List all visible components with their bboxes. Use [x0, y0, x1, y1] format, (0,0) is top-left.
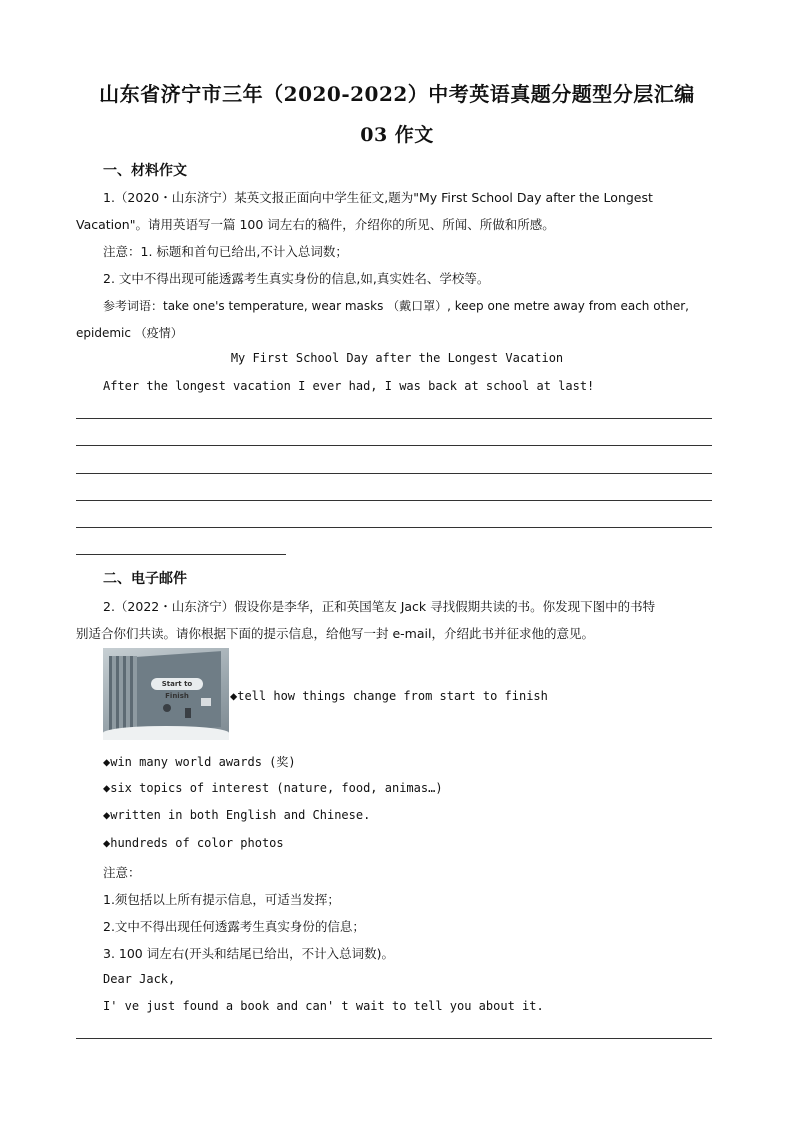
answer-line[interactable]: [76, 500, 712, 501]
bullet-item: ◆hundreds of color photos: [103, 836, 284, 850]
bullet-item: ◆tell how things change from start to finish: [230, 689, 548, 703]
email-greeting: Dear Jack,: [103, 972, 176, 986]
q1-note2: 2. 文中不得出现可能透露考生真实身份的信息,如,真实姓名、学校等。: [103, 271, 490, 286]
notes-heading: 注意：: [103, 865, 141, 880]
section2-heading: 二、电子邮件: [103, 571, 187, 587]
q1-prompt-line2: Vacation"。请用英语写一篇 100 词左右的稿件，介绍你的所见、所闻、所做和所感。: [76, 217, 555, 232]
q2-prompt-line2: 别适合你们共读。请你根据下面的提示信息，给他写一封 e-mail，介绍此书并征求他的意见。: [76, 626, 594, 641]
note-item: 3. 100 词左右(开头和结尾已给出，不计入总词数)。: [103, 946, 394, 961]
answer-line[interactable]: [76, 473, 712, 474]
answer-line[interactable]: [76, 1038, 712, 1039]
note-item: 1.须包括以上所有提示信息，可适当发挥；: [103, 892, 340, 907]
q1-prompt-line1: 1.（2020・山东济宁）某英文报正面向中学生征文,题为"My First School Day after the Longest: [103, 190, 653, 205]
book-base-curve: [103, 726, 229, 740]
note-item: 2.文中不得出现任何透露考生真实身份的信息；: [103, 919, 365, 934]
book-cover-image: [103, 648, 229, 740]
answer-line[interactable]: [76, 418, 712, 419]
bullet-item: ◆written in both English and Chinese.: [103, 808, 371, 822]
section1-heading: 一、材料作文: [103, 163, 187, 179]
book-illustration: [185, 708, 191, 718]
book-title-badge: Start to Finish: [151, 678, 203, 690]
essay-first-sentence: After the longest vacation I ever had, I was back at school at last!: [103, 379, 595, 393]
bullet-item: ◆six topics of interest (nature, food, animas…): [103, 781, 443, 795]
bullet-item: ◆win many world awards (奖): [103, 755, 296, 769]
answer-line[interactable]: [76, 527, 712, 528]
q2-prompt-line1: 2.（2022・山东济宁）假设你是李华，正和英国笔友 Jack 寻找假期共读的书。你发现下图中的书特: [103, 599, 656, 614]
q1-ref-words-line2: epidemic （疫情）: [76, 326, 183, 340]
book-illustration: [201, 698, 211, 706]
document-title: 山东省济宁市三年（2020-2022）中考英语真题分题型分层汇编: [99, 82, 695, 106]
answer-line[interactable]: [76, 445, 712, 446]
q1-note1: 注意：1. 标题和首句已给出,不计入总词数；: [103, 244, 348, 259]
answer-line[interactable]: [76, 554, 286, 555]
document-subtitle: 03 作文: [360, 124, 434, 146]
email-opening: I' ve just found a book and can' t wait to tell you about it.: [103, 999, 544, 1013]
q1-ref-words-line1: 参考词语：take one's temperature, wear masks （戴口罩）, keep one metre away from each other,: [103, 299, 689, 313]
book-spines: [109, 656, 137, 730]
book-illustration: [163, 704, 171, 712]
essay-title: My First School Day after the Longest Vacation: [230, 351, 564, 365]
